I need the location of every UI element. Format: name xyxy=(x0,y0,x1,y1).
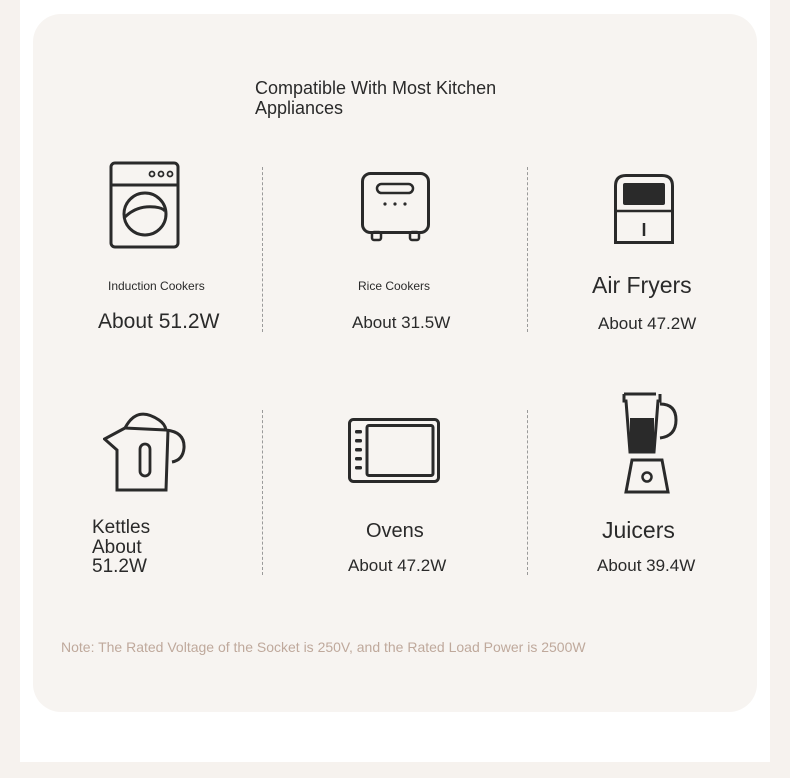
washing-machine-icon xyxy=(109,161,181,249)
divider-row1-right xyxy=(527,167,528,332)
air-fryer-icon xyxy=(613,173,675,245)
juicer-icon xyxy=(614,392,680,494)
divider-row1-left xyxy=(262,167,263,332)
section-heading xyxy=(255,78,545,118)
rice-cooker-icon xyxy=(360,171,432,243)
appliance-name-ovens: Ovens xyxy=(366,520,424,542)
heading-line-2: Appliances xyxy=(255,98,344,118)
compatibility-card xyxy=(33,14,757,712)
appliance-power-air-fryers: About 47.2W xyxy=(598,314,697,333)
oven-icon xyxy=(348,418,440,484)
appliance-power-juicers: About 39.4W xyxy=(597,556,696,575)
divider-row2-right xyxy=(527,410,528,575)
appliance-name-air-fryers: Air Fryers xyxy=(592,272,692,298)
appliance-power-rice-cookers: About 31.5W xyxy=(352,313,451,332)
appliance-name-induction-cookers: Induction Cookers xyxy=(108,279,205,293)
kettle-icon xyxy=(103,408,187,492)
appliance-power-kettles-line-1: About xyxy=(92,537,142,558)
divider-row2-left xyxy=(262,410,263,575)
appliance-name-kettles: Kettles xyxy=(92,517,151,538)
appliance-name-juicers: Juicers xyxy=(602,517,675,543)
appliance-power-induction-cookers: About 51.2W xyxy=(98,310,220,333)
appliance-power-kettles-line-2: 51.2W xyxy=(92,556,147,577)
heading-line-1: Compatible With Most Kitchen xyxy=(255,78,497,98)
appliance-name-rice-cookers: Rice Cookers xyxy=(358,279,431,293)
appliance-power-ovens: About 47.2W xyxy=(348,556,447,575)
rated-power-note: Note: The Rated Voltage of the Socket is 250V, and the Rated Load Power is 2500W xyxy=(61,639,586,655)
